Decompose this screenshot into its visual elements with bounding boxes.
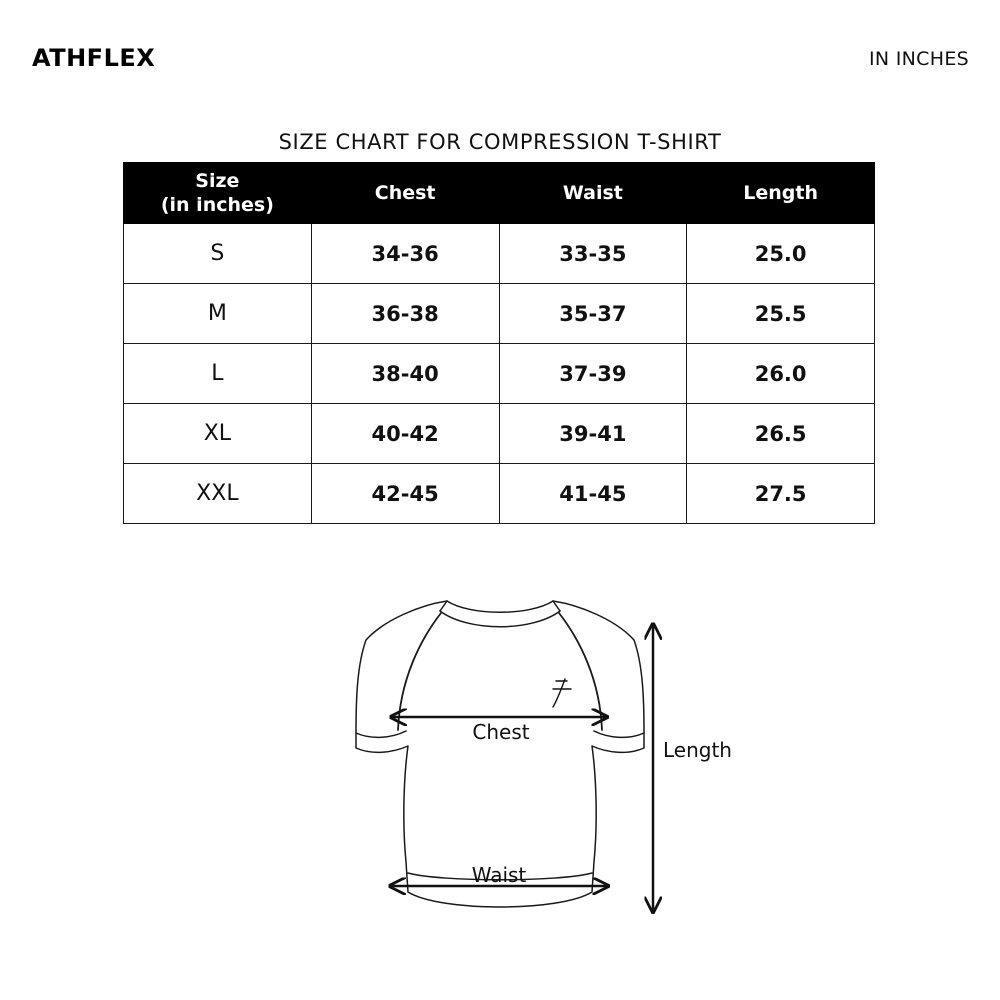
column-header-size-line2: (in inches) bbox=[160, 194, 274, 216]
tshirt-outline-icon bbox=[356, 601, 644, 907]
waist-cell: 33-35 bbox=[499, 224, 687, 284]
size-cell: XXL bbox=[124, 464, 312, 524]
length-cell: 25.5 bbox=[687, 284, 875, 344]
waist-cell: 35-37 bbox=[499, 284, 687, 344]
units-label: IN INCHES bbox=[869, 48, 969, 70]
length-cell: 27.5 bbox=[687, 464, 875, 524]
chest-cell: 40-42 bbox=[311, 404, 499, 464]
chest-cell: 36-38 bbox=[311, 284, 499, 344]
column-header-chest: Chest bbox=[311, 163, 499, 224]
size-cell: XL bbox=[124, 404, 312, 464]
chest-cell: 34-36 bbox=[311, 224, 499, 284]
waist-cell: 41-45 bbox=[499, 464, 687, 524]
column-header-waist: Waist bbox=[499, 163, 687, 224]
column-header-length: Length bbox=[687, 163, 875, 224]
chest-cell: 42-45 bbox=[311, 464, 499, 524]
size-cell: L bbox=[124, 344, 312, 404]
chest-label: Chest bbox=[472, 720, 530, 744]
length-cell: 26.5 bbox=[687, 404, 875, 464]
length-cell: 26.0 bbox=[687, 344, 875, 404]
column-header-size-line1: Size bbox=[195, 170, 240, 192]
athflex-logo-mark-icon bbox=[553, 679, 571, 707]
waist-cell: 37-39 bbox=[499, 344, 687, 404]
chart-title: SIZE CHART FOR COMPRESSION T-SHIRT bbox=[278, 130, 722, 154]
size-cell: S bbox=[124, 224, 312, 284]
chest-cell: 38-40 bbox=[311, 344, 499, 404]
size-cell: M bbox=[124, 284, 312, 344]
brand-logo: ATHFLEX bbox=[32, 44, 156, 72]
waist-cell: 39-41 bbox=[499, 404, 687, 464]
waist-label: Waist bbox=[471, 863, 527, 887]
length-cell: 25.0 bbox=[687, 224, 875, 284]
length-label: Length bbox=[663, 738, 732, 762]
